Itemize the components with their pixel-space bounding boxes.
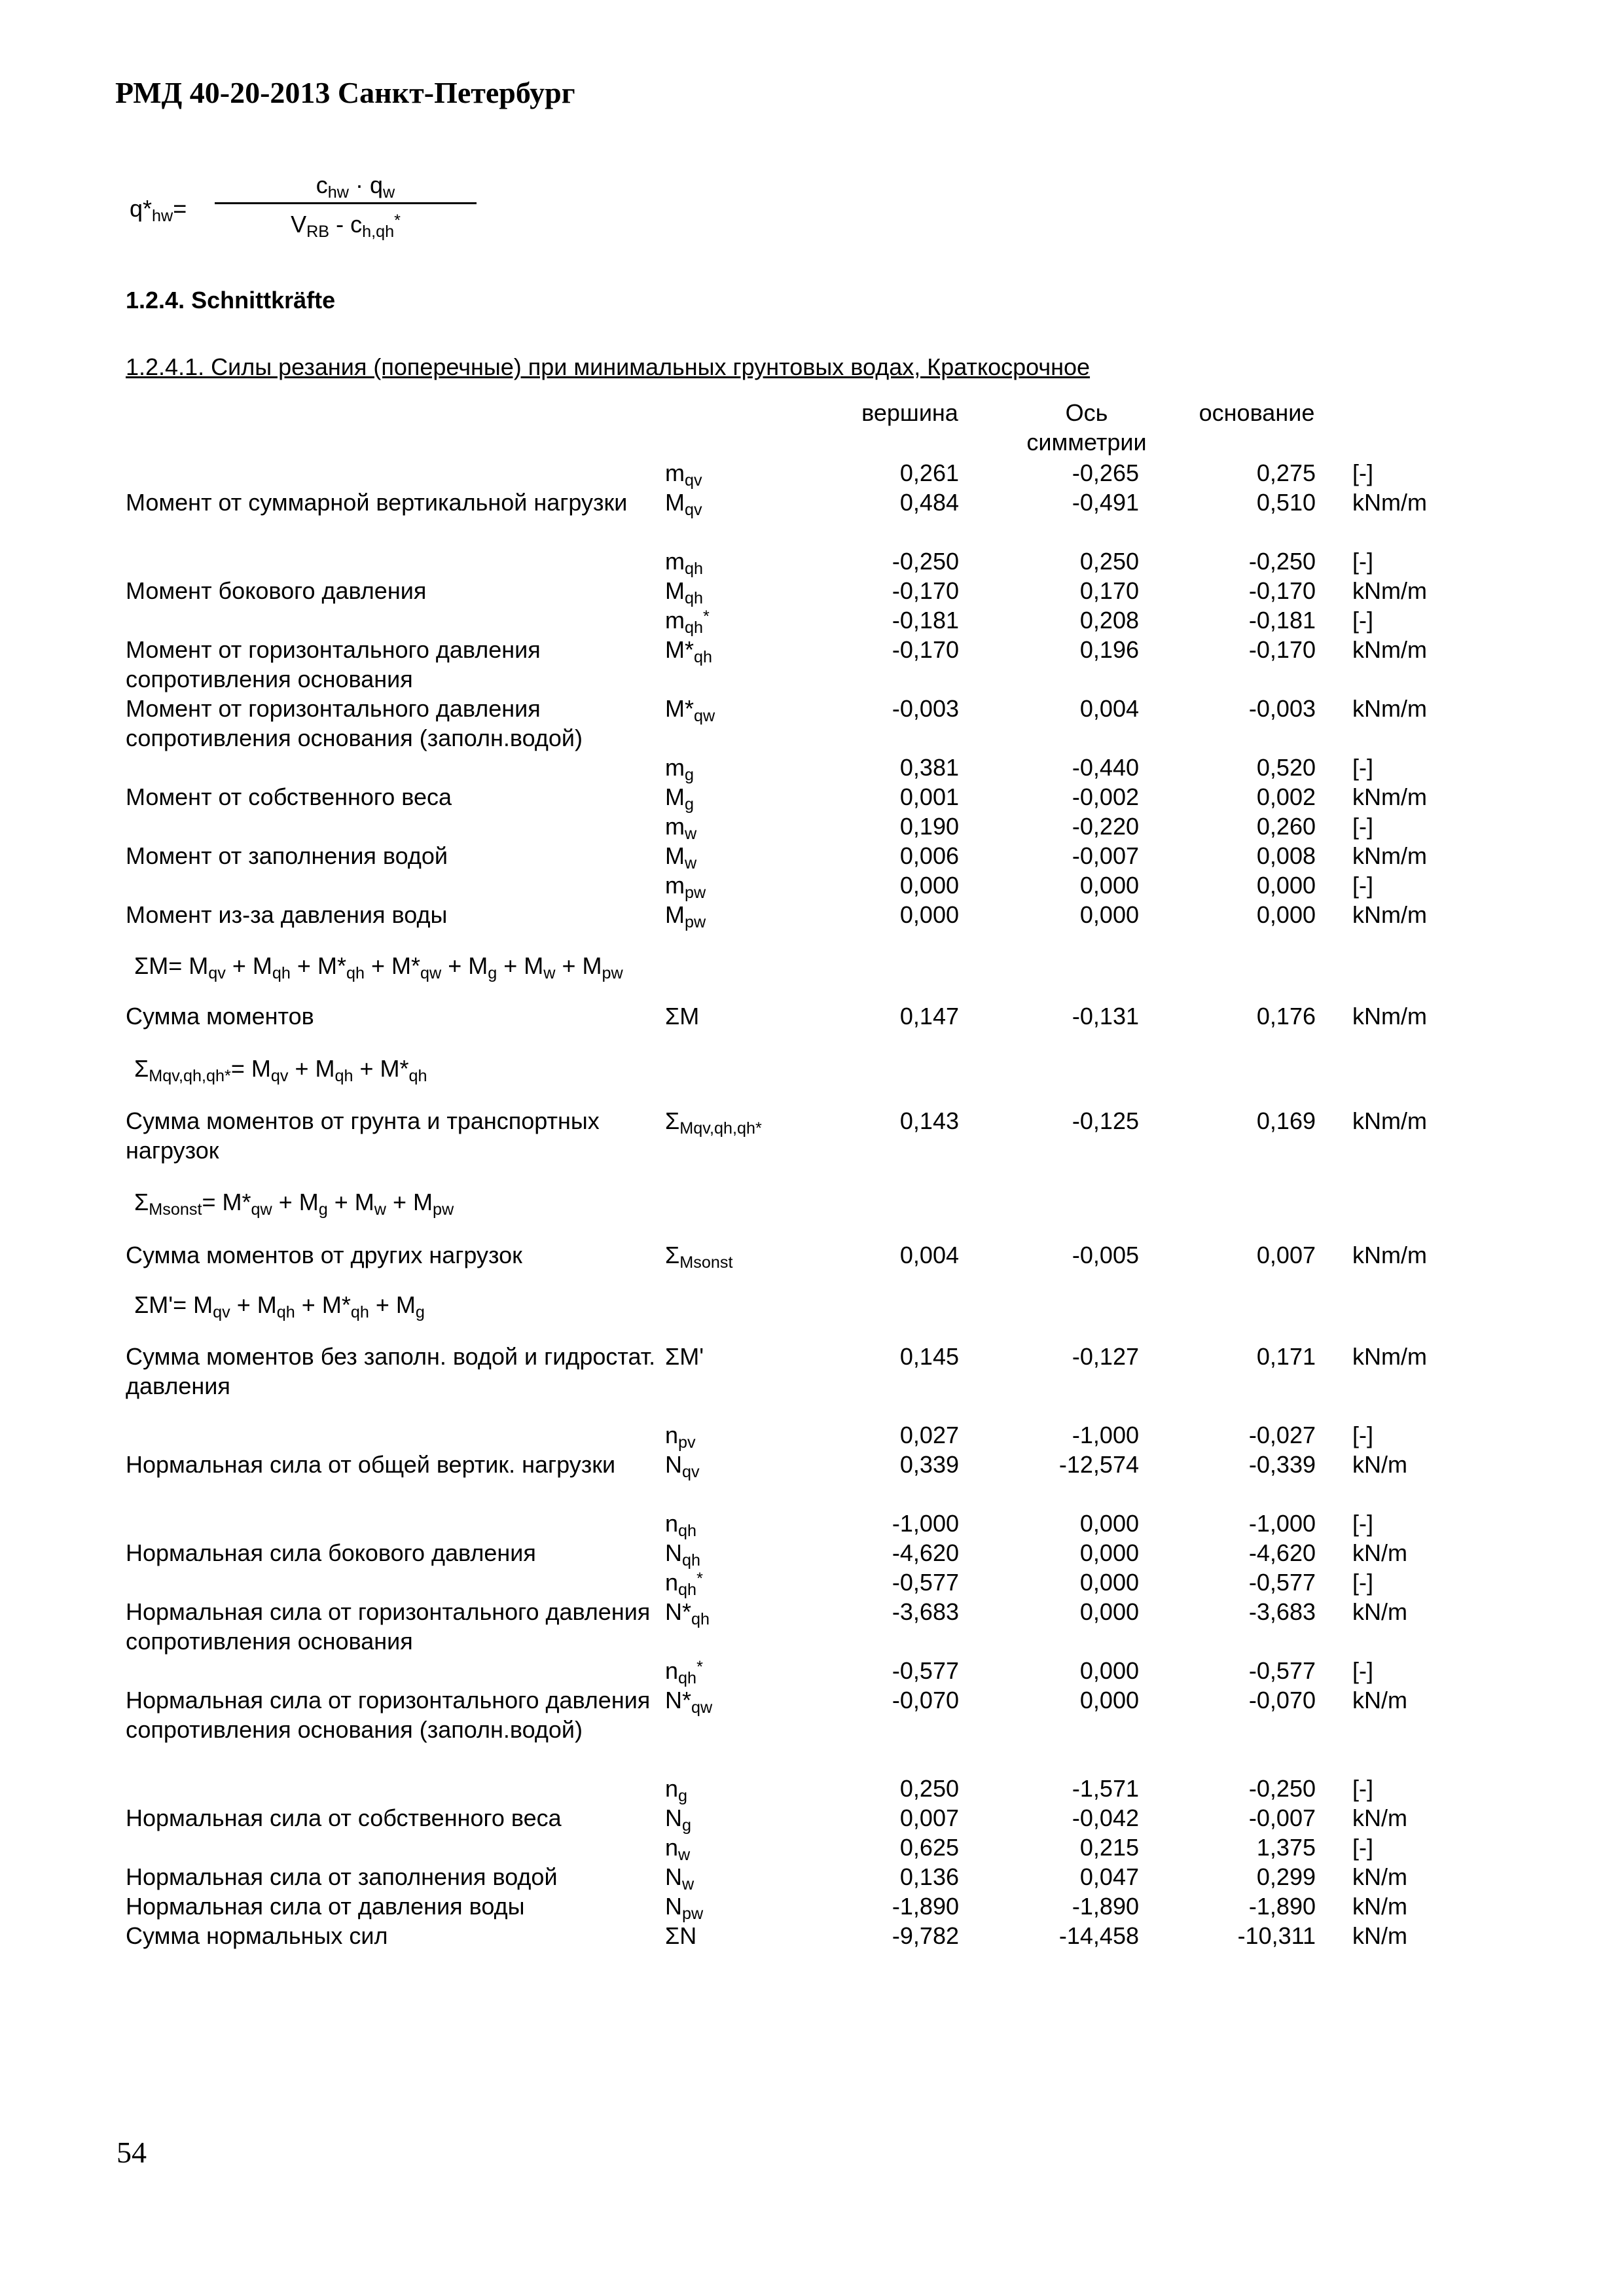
row-symbol: $M_w$ bbox=[665, 842, 697, 873]
equation-text: + M bbox=[497, 952, 544, 979]
row-symbol: $m_{qv}$ bbox=[665, 459, 702, 490]
row-symbol: $n_{qh}^*$ bbox=[665, 1657, 703, 1688]
row-symbol: $n_g$ bbox=[665, 1775, 688, 1806]
equation-subscript: qh bbox=[334, 1067, 353, 1086]
value-os-simmetrii: 0,000 bbox=[1079, 1687, 1139, 1713]
value-vershina: -0,577 bbox=[892, 1657, 959, 1684]
row-label: Нормальная сила от заполнения водой bbox=[126, 1863, 558, 1890]
value-os-simmetrii: -0,220 bbox=[1072, 813, 1139, 840]
document-header: РМД 40-20-2013 Санкт-Петербург bbox=[115, 76, 575, 109]
equation-sum-mqv bbox=[134, 1055, 427, 1086]
equation-subscript: g bbox=[318, 1200, 328, 1219]
section-title: 1.2.4. Schnittkräfte bbox=[126, 287, 336, 314]
row-unit: kNm/m bbox=[1352, 695, 1427, 722]
row-label: Сумма нормальных сил bbox=[126, 1922, 388, 1949]
equation-subscript: qh bbox=[272, 964, 291, 983]
row-unit: [-] bbox=[1352, 1510, 1373, 1537]
value-osnovanie: 0,007 bbox=[1256, 1242, 1316, 1268]
row-label: Сумма моментов bbox=[126, 1003, 314, 1030]
value-osnovanie: 0,510 bbox=[1256, 489, 1316, 516]
value-os-simmetrii: 0,000 bbox=[1079, 872, 1139, 899]
row-symbol: $\Sigma_{Mqv,qh,qh*}$ bbox=[665, 1107, 762, 1138]
value-os-simmetrii: -1,571 bbox=[1072, 1775, 1139, 1802]
column-header-osnovanie: основание bbox=[1199, 399, 1315, 426]
row-label: Момент от горизонтального давления сопротивления основания (заполн.водой) bbox=[126, 695, 583, 751]
value-osnovanie: -0,027 bbox=[1248, 1422, 1316, 1448]
value-osnovanie: 0,008 bbox=[1256, 842, 1316, 869]
row-label: Нормальная сила от давления воды bbox=[126, 1893, 525, 1920]
value-vershina: 0,484 bbox=[899, 489, 959, 516]
equation-subscript: qh bbox=[350, 1303, 369, 1322]
row-label: Нормальная сила от горизонтального давления сопротивления основания bbox=[126, 1598, 651, 1655]
row-symbol: $n_{pv}$ bbox=[665, 1422, 696, 1452]
value-vershina: 0,190 bbox=[899, 813, 959, 840]
value-vershina: 0,006 bbox=[899, 842, 959, 869]
row-unit: [-] bbox=[1352, 459, 1373, 486]
row-unit: kNm/m bbox=[1352, 1343, 1427, 1370]
value-os-simmetrii: 0,000 bbox=[1079, 1657, 1139, 1684]
equation-subscript: qw bbox=[251, 1200, 272, 1219]
row-label: Нормальная сила от собственного веса bbox=[126, 1804, 562, 1831]
value-osnovanie: 0,002 bbox=[1256, 783, 1316, 810]
row-symbol: $N*_{qw}$ bbox=[665, 1687, 713, 1717]
value-osnovanie: -0,577 bbox=[1248, 1657, 1316, 1684]
value-os-simmetrii: 0,196 bbox=[1079, 636, 1139, 663]
equation-text: + M* bbox=[295, 1291, 351, 1318]
value-osnovanie: -0,003 bbox=[1248, 695, 1316, 722]
equation-subscript: pw bbox=[432, 1200, 454, 1219]
value-osnovanie: -0,181 bbox=[1248, 607, 1316, 634]
value-vershina: -1,890 bbox=[892, 1893, 959, 1920]
value-vershina: -0,181 bbox=[892, 607, 959, 634]
value-os-simmetrii: 0,170 bbox=[1079, 577, 1139, 604]
row-symbol: $M_{qv}$ bbox=[665, 489, 702, 520]
value-osnovanie: -0,250 bbox=[1248, 1775, 1316, 1802]
value-vershina: 0,000 bbox=[899, 872, 959, 899]
row-unit: kNm/m bbox=[1352, 489, 1427, 516]
equation-subscript: w bbox=[374, 1200, 386, 1219]
formula-numerator: $c_{hw} \cdot q_w$ bbox=[316, 171, 395, 202]
value-os-simmetrii: -0,042 bbox=[1072, 1804, 1139, 1831]
row-unit: kNm/m bbox=[1352, 901, 1427, 928]
row-symbol: $N_w$ bbox=[665, 1863, 695, 1894]
row-unit: kN/m bbox=[1352, 1863, 1407, 1890]
row-symbol: $n_w$ bbox=[665, 1834, 691, 1865]
row-symbol: $m_{qh}$ bbox=[665, 548, 704, 579]
row-unit: kNm/m bbox=[1352, 783, 1427, 810]
row-symbol: $n_{qh}^*$ bbox=[665, 1569, 703, 1600]
formula-lhs: $q*_{hw}=$ bbox=[130, 195, 187, 226]
row-unit: kN/m bbox=[1352, 1598, 1407, 1625]
row-symbol: $N_{pw}$ bbox=[665, 1893, 704, 1924]
row-unit: [-] bbox=[1352, 548, 1373, 575]
value-osnovanie: -10,311 bbox=[1237, 1922, 1316, 1949]
formula-denominator: $V_{RB} - c_{h,qh}^*$ bbox=[291, 211, 401, 242]
value-osnovanie: -0,007 bbox=[1248, 1804, 1316, 1831]
value-osnovanie: 0,169 bbox=[1256, 1107, 1316, 1134]
value-os-simmetrii: -1,890 bbox=[1072, 1893, 1139, 1920]
equation-text: + M bbox=[272, 1189, 319, 1215]
value-osnovanie: 0,520 bbox=[1256, 754, 1316, 781]
row-label: Сумма моментов от грунта и транспортных нагрузок bbox=[126, 1107, 600, 1164]
row-symbol: $N_g$ bbox=[665, 1804, 692, 1835]
equation-text: + M* bbox=[290, 952, 346, 979]
row-unit: kNm/m bbox=[1352, 1242, 1427, 1268]
value-os-simmetrii: 0,000 bbox=[1079, 901, 1139, 928]
value-osnovanie: -1,890 bbox=[1248, 1893, 1316, 1920]
equation-text: + M bbox=[327, 1189, 374, 1215]
value-vershina: -0,070 bbox=[892, 1687, 959, 1713]
value-vershina: 0,143 bbox=[899, 1107, 959, 1134]
value-vershina: 0,000 bbox=[899, 901, 959, 928]
subsection-title: 1.2.4.1. Силы резания (поперечные) при минимальных грунтовых водах, Краткосрочное bbox=[126, 353, 1091, 380]
row-unit: kN/m bbox=[1352, 1893, 1407, 1920]
equation-subscript: qh bbox=[276, 1303, 295, 1322]
row-unit: [-] bbox=[1352, 1775, 1373, 1802]
equation-text: ΣM= M bbox=[134, 952, 209, 979]
equation-subscript: Msonst bbox=[149, 1200, 202, 1219]
value-osnovanie: 0,171 bbox=[1256, 1343, 1316, 1370]
value-osnovanie: 0,000 bbox=[1256, 901, 1316, 928]
row-unit: kNm/m bbox=[1352, 636, 1427, 663]
equation-text: + M* bbox=[353, 1055, 409, 1082]
column-header-os-simmetrii: Ось симметрии bbox=[1026, 399, 1147, 456]
value-vershina: 0,004 bbox=[899, 1242, 959, 1268]
value-vershina: 0,136 bbox=[899, 1863, 959, 1890]
equation-text: + M bbox=[555, 952, 602, 979]
value-os-simmetrii: 0,250 bbox=[1079, 548, 1139, 575]
row-symbol: $M_g$ bbox=[665, 783, 695, 814]
row-symbol: $\Sigma_{Msonst}$ bbox=[665, 1242, 733, 1272]
row-label: Момент из-за давления воды bbox=[126, 901, 448, 928]
equation-subscript: qv bbox=[208, 964, 226, 983]
equation-subscript: w bbox=[543, 964, 556, 983]
value-os-simmetrii: -0,125 bbox=[1072, 1107, 1139, 1134]
value-vershina: 0,339 bbox=[899, 1451, 959, 1478]
value-os-simmetrii: -0,440 bbox=[1072, 754, 1139, 781]
equation-subscript: pw bbox=[602, 964, 623, 983]
value-vershina: -3,683 bbox=[892, 1598, 959, 1625]
page-number: 54 bbox=[117, 2136, 147, 2169]
value-os-simmetrii: -0,491 bbox=[1072, 489, 1139, 516]
row-label: Момент бокового давления bbox=[126, 577, 427, 604]
equation-text: Σ bbox=[134, 1189, 149, 1215]
value-osnovanie: -4,620 bbox=[1248, 1539, 1316, 1566]
row-symbol: $N_{qh}$ bbox=[665, 1539, 701, 1570]
value-os-simmetrii: 0,000 bbox=[1079, 1598, 1139, 1625]
value-os-simmetrii: -1,000 bbox=[1072, 1422, 1139, 1448]
equation-subscript: qh bbox=[408, 1067, 427, 1086]
value-osnovanie: -1,000 bbox=[1248, 1510, 1316, 1537]
equation-sum-mprime bbox=[134, 1291, 425, 1322]
value-osnovanie: -0,070 bbox=[1248, 1687, 1316, 1713]
row-label: Сумма моментов от других нагрузок bbox=[126, 1242, 522, 1268]
value-vershina: -1,000 bbox=[892, 1510, 959, 1537]
value-osnovanie: 0,000 bbox=[1256, 872, 1316, 899]
value-os-simmetrii: -0,131 bbox=[1072, 1003, 1139, 1030]
row-symbol: $m_g$ bbox=[665, 754, 695, 785]
equation-subscript: g bbox=[488, 964, 497, 983]
value-osnovanie: 0,260 bbox=[1256, 813, 1316, 840]
row-symbol: $m_{qh}^*$ bbox=[665, 607, 710, 637]
row-unit: kN/m bbox=[1352, 1451, 1407, 1478]
value-vershina: 0,250 bbox=[899, 1775, 959, 1802]
row-symbol: $N*_{qh}$ bbox=[665, 1598, 710, 1629]
row-symbol: $M_{qh}$ bbox=[665, 577, 704, 608]
row-unit: kN/m bbox=[1352, 1539, 1407, 1566]
equation-subscript: Mqv,qh,qh* bbox=[149, 1067, 231, 1086]
value-os-simmetrii: 0,000 bbox=[1079, 1569, 1139, 1596]
row-unit: [-] bbox=[1352, 1422, 1373, 1448]
row-unit: kNm/m bbox=[1352, 1107, 1427, 1134]
value-vershina: 0,027 bbox=[899, 1422, 959, 1448]
value-vershina: -0,577 bbox=[892, 1569, 959, 1596]
value-os-simmetrii: -14,458 bbox=[1058, 1922, 1139, 1949]
equation-text: + M bbox=[441, 952, 488, 979]
row-label: Нормальная сила от горизонтального давления сопротивления основания (заполн.водой) bbox=[126, 1687, 651, 1743]
row-label: Момент от суммарной вертикальной нагрузки bbox=[126, 489, 628, 516]
fraction-bar bbox=[215, 202, 477, 204]
value-vershina: -4,620 bbox=[892, 1539, 959, 1566]
equation-subscript: qw bbox=[420, 964, 442, 983]
equation-text: + M bbox=[225, 952, 272, 979]
value-osnovanie: -0,339 bbox=[1248, 1451, 1316, 1478]
row-unit: kN/m bbox=[1352, 1687, 1407, 1713]
row-unit: [-] bbox=[1352, 754, 1373, 781]
row-unit: kNm/m bbox=[1352, 842, 1427, 869]
value-vershina: 0,381 bbox=[899, 754, 959, 781]
value-vershina: -0,170 bbox=[892, 577, 959, 604]
row-unit: [-] bbox=[1352, 607, 1373, 634]
value-vershina: 0,145 bbox=[899, 1343, 959, 1370]
value-os-simmetrii: -0,127 bbox=[1072, 1343, 1139, 1370]
value-vershina: -9,782 bbox=[892, 1922, 959, 1949]
equation-text: = M* bbox=[202, 1189, 251, 1215]
formula-q-hw bbox=[130, 171, 470, 250]
value-osnovanie: 0,299 bbox=[1256, 1863, 1316, 1890]
row-unit: kNm/m bbox=[1352, 577, 1427, 604]
equation-text: ΣM'= M bbox=[134, 1291, 213, 1318]
equation-text: + M bbox=[230, 1291, 277, 1318]
value-osnovanie: 0,176 bbox=[1256, 1003, 1316, 1030]
value-osnovanie: -0,170 bbox=[1248, 577, 1316, 604]
equation-text: = M bbox=[230, 1055, 271, 1082]
row-unit: [-] bbox=[1352, 1834, 1373, 1861]
value-osnovanie: 0,275 bbox=[1256, 459, 1316, 486]
value-vershina: 0,147 bbox=[899, 1003, 959, 1030]
row-symbol: $m_{pw}$ bbox=[665, 872, 706, 903]
row-label: Нормальная сила бокового давления bbox=[126, 1539, 536, 1566]
value-os-simmetrii: 0,047 bbox=[1079, 1863, 1139, 1890]
value-vershina: 0,001 bbox=[899, 783, 959, 810]
row-symbol: $M*_{qh}$ bbox=[665, 636, 713, 667]
equation-subscript: qh bbox=[346, 964, 365, 983]
equation-text: + M bbox=[288, 1055, 335, 1082]
row-symbol: ΣN bbox=[665, 1922, 697, 1949]
value-os-simmetrii: -0,002 bbox=[1072, 783, 1139, 810]
equation-subscript: qv bbox=[213, 1303, 230, 1322]
row-label: Момент от заполнения водой bbox=[126, 842, 448, 869]
row-unit: [-] bbox=[1352, 872, 1373, 899]
value-osnovanie: -3,683 bbox=[1248, 1598, 1316, 1625]
equation-sum-msonst bbox=[134, 1189, 454, 1219]
row-symbol: $M_{pw}$ bbox=[665, 901, 706, 932]
equation-sum-m bbox=[134, 952, 623, 983]
value-vershina: 0,007 bbox=[899, 1804, 959, 1831]
value-os-simmetrii: 0,000 bbox=[1079, 1510, 1139, 1537]
equation-subscript: qv bbox=[270, 1067, 289, 1086]
value-vershina: 0,625 bbox=[899, 1834, 959, 1861]
equation-text: Σ bbox=[134, 1055, 149, 1082]
row-symbol: ΣM bbox=[665, 1003, 700, 1030]
row-unit: [-] bbox=[1352, 1569, 1373, 1596]
equation-text: + M bbox=[386, 1189, 433, 1215]
value-osnovanie: -0,250 bbox=[1248, 548, 1316, 575]
row-symbol: $N_{qv}$ bbox=[665, 1451, 700, 1482]
row-label: Сумма моментов без заполн. водой и гидростат. давления bbox=[126, 1343, 656, 1399]
value-os-simmetrii: 0,215 bbox=[1079, 1834, 1139, 1861]
value-os-simmetrii: -0,007 bbox=[1072, 842, 1139, 869]
row-symbol: $M*_{qw}$ bbox=[665, 695, 715, 726]
value-osnovanie: 1,375 bbox=[1256, 1834, 1316, 1861]
column-header-vershina: вершина bbox=[861, 399, 958, 426]
equation-subscript: g bbox=[415, 1303, 425, 1322]
row-unit: kNm/m bbox=[1352, 1003, 1427, 1030]
value-os-simmetrii: 0,004 bbox=[1079, 695, 1139, 722]
value-os-simmetrii: 0,208 bbox=[1079, 607, 1139, 634]
value-os-simmetrii: -0,005 bbox=[1072, 1242, 1139, 1268]
value-vershina: -0,250 bbox=[892, 548, 959, 575]
value-vershina: -0,170 bbox=[892, 636, 959, 663]
row-unit: kN/m bbox=[1352, 1922, 1407, 1949]
value-os-simmetrii: -12,574 bbox=[1058, 1451, 1139, 1478]
value-os-simmetrii: 0,000 bbox=[1079, 1539, 1139, 1566]
row-unit: [-] bbox=[1352, 1657, 1373, 1684]
value-os-simmetrii: -0,265 bbox=[1072, 459, 1139, 486]
value-vershina: 0,261 bbox=[899, 459, 959, 486]
value-osnovanie: -0,170 bbox=[1248, 636, 1316, 663]
row-unit: kN/m bbox=[1352, 1804, 1407, 1831]
equation-text: + M bbox=[369, 1291, 416, 1318]
row-symbol: $m_w$ bbox=[665, 813, 697, 844]
equation-text: + M* bbox=[364, 952, 421, 979]
row-label: Нормальная сила от общей вертик. нагрузки bbox=[126, 1451, 616, 1478]
value-vershina: -0,003 bbox=[892, 695, 959, 722]
value-osnovanie: -0,577 bbox=[1248, 1569, 1316, 1596]
row-label: Момент от горизонтального давления сопротивления основания bbox=[126, 636, 541, 692]
row-label: Момент от собственного веса bbox=[126, 783, 452, 810]
row-unit: [-] bbox=[1352, 813, 1373, 840]
row-symbol: $n_{qh}$ bbox=[665, 1510, 697, 1541]
row-symbol: ΣM' bbox=[665, 1343, 704, 1370]
